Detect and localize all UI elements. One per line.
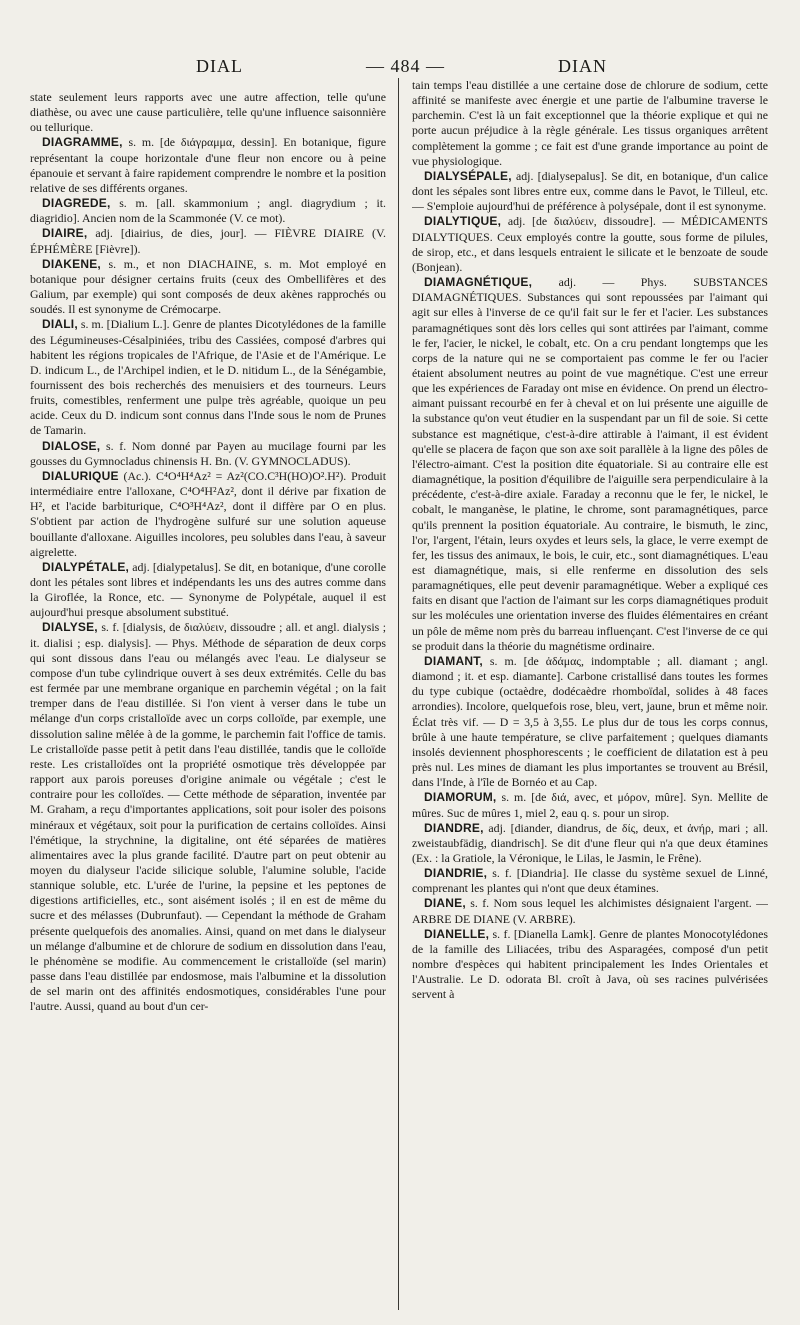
headword: DIALYSE, (42, 620, 98, 635)
headword: DIANELLE, (424, 926, 490, 941)
dictionary-entry (412, 927, 768, 1003)
dictionary-entry (30, 226, 386, 256)
dictionary-entry (30, 135, 386, 196)
dictionary-entry (30, 620, 386, 1014)
headword: DIANE, (424, 896, 466, 911)
column-divider (398, 78, 399, 1310)
left-column (30, 90, 386, 1310)
headword: DIAMANT, (424, 653, 483, 668)
definition: s. m. [Dialium L.]. Genre de plantes Dicotylédones de la famille des Légumineuses-Césalpiniées, tribu des Cassiées, composé d'arbres qui habitent les régions tropicales de l'Afrique, de l'Asie et de l'Amérique. Le D. indicum L., de l'Archipel indien, et le D. nitidum L., de la Sénégambie, fournissent des bois recherchés des menuisiers et des tourneurs. Leurs fruits, comestibles, renferment une pulpe très agréable, quoique un peu acide. Ceux du D. indicum sont connus dans l'Inde sous le nom de Prunes de Tamarin. (30, 317, 386, 438)
headword: DIALYPÉTALE, (42, 559, 130, 574)
definition: adj. [de διαλύειν, dissoudre]. — MÉDICAMENTS DIALYTIQUES. Ceux employés contre la goutte, sous forme de pilules, de sirop, etc., et dans lesquels entraient le silicate et le benzoate de soude (Bonjean). (412, 214, 768, 274)
dictionary-entry (412, 78, 768, 169)
headword: DIAIRE, (42, 226, 88, 241)
running-head-right: DIAN (558, 56, 607, 76)
dictionary-entry (30, 560, 386, 621)
definition: s. m. [de ἀδάμας, indomptable ; all. diamant ; angl. diamond ; it. et esp. diamante]. Carbone cristallisé dans toutes les formes du type cubique (octaèdre, dodécaèdre rhomboïdal, solides à 48 faces arrondies). Incolore, quelquefois rose, bleu, vert, jaune, brun et même noir. Éclat très vif. — D = 3,5 à 3,55. Le plus dur de tous les corps connus, brûle à une haute température, se clive parfaitement ; quelques diamants insolés deviennent phosphorescents ; le coefficient de dilatation est à peu près nul. Les mines de diamant les plus importantes se trouvent au Brésil, dans l'Inde, à l'île de Bornéo et au Cap. (412, 653, 768, 790)
headword: DIAMORUM, (424, 790, 497, 805)
dictionary-entry (412, 275, 768, 654)
definition: s. f. Nom donné par Payen au mucilage fourni par les gousses du Gymnocladus chinensis H. Bn. (V. GYMNOCLADUS). (30, 438, 386, 468)
headword: DIALURIQUE (42, 468, 119, 483)
definition: (Ac.). C⁴O⁴H⁴Az² = Az²(CO.C³H(HO)O².H²). Produit intermédiaire entre l'alloxane, C⁴O⁴H²Az², dont il dérive par fixation de H², et l'acide barbiturique, C⁴O³H⁴Az², dont il diffère par O en plus. S'obtient par action de l'hydrogène sulfuré sur une solution aqueuse bouillante d'alloxane. Aiguilles incolores, peu solubles dans l'eau, à saveur aigrelette. (30, 468, 386, 559)
dictionary-entry (412, 866, 768, 896)
definition: adj. [dialypetalus]. Se dit, en botanique, d'une corolle dont les pétales sont libres et indépendants les uns des autres comme dans la Giroflée, la Ronce, etc. — Synonyme de Polypétale, auquel il est aujourd'hui presque absolument substitué. (30, 559, 386, 620)
headword: DIALYSÉPALE, (424, 168, 512, 183)
dictionary-entry (412, 821, 768, 866)
dictionary-entry (412, 214, 768, 275)
definition: s. f. [Dianella Lamk]. Genre de plantes Monocotylédones de la famille des Liliacées, tribu des Asparagées, composé d'un petit nombre d'espèces qui habitent principalement les Indes Orientales et l'Australie. Le D. odorata Bl. croît à Java, où ses racines pulvérisées servent à (412, 926, 768, 1002)
dictionary-entry (30, 317, 386, 438)
definition: s. f. [Diandria]. IIe classe du système sexuel de Linné, comprenant les plantes qui n'ont que deux étamines. (412, 866, 768, 896)
headword: DIALYTIQUE, (424, 214, 502, 229)
dictionary-entry (30, 439, 386, 469)
definition: s. f. [dialysis, de διαλύειν, dissoudre ; all. et angl. dialysis ; it. dialisi ; esp. dialysis]. — Phys. Méthode de séparation de deux corps qui sont dissous dans l'eau ou mélangés avec l'eau. Le dialyseur se compose d'un tube cylindrique ouvert à ses deux extrémités. Celle du bas est fermée par une membrane organique en parchemin végétal ; on la fait tremper dans de l'eau distillée. Si l'on vient à verser dans le tube un mélange d'un corps cristalloïde avec un corps colloïde, par exemple, une dissolution saline mêlée à de la gomme, le parchemin fait l'office de tamis. Le cristalloïde passe petit à petit dans l'eau distillée, tandis que le colloïde reste. Les cristalloïdes ont la propriété osmotique très développée par rapport aux parois poreuses d'origine animale ou végétale ; c'est le contraire pour les colloïdes. — Cette méthode de séparation, inventée par M. Graham, a reçu d'importantes applications, soit pour isoler des poisons minéraux et végétaux, soit pour la purification de certains colloïdes. Ainsi l'émétique, la strychnine, la digitaline, ont été séparées de matières alimentaires avec la plus grande facilité. D'autre part on peut obtenir au moyen du dialyseur l'acide silicique soluble, l'alumine soluble, l'acide stannique soluble, etc. L'urée de l'urine, la pepsine et les peptones de digestions artificielles, etc., sont aisément isolés ; il en est de même du sucre et des mélasses (Dubrunfaut). — Cependant la méthode de Graham présente quelquefois des anomalies. Ainsi, quand on met dans le dialyseur un mélange d'albumine et de chlorure de sodium en dissolution dans l'eau, le phénomène se modifie. Au commencement le cristalloïde (sel marin) passe dans l'eau distillée par endosmose, mais l'albumine et la dissolution de sel marin ont des affinités endosmotiques, considérables l'une pour l'autre. Aussi, quand au bout d'un cer- (30, 620, 386, 1014)
definition: adj. [diairius, de dies, jour]. — FIÈVRE DIAIRE (V. ÉPHÉMÈRE [Fièvre]). (30, 226, 386, 256)
definition: adj. [dialysepalus]. Se dit, en botanique, d'un calice dont les sépales sont libres entre eux, comme dans le Pavot, le Tilleul, etc. — S'emploie aujourd'hui de préférence à polysépale, dont il est synonyme. (412, 168, 768, 214)
headword: DIAKENE, (42, 256, 101, 271)
headword: DIANDRIE, (424, 866, 488, 881)
dictionary-entry (30, 257, 386, 318)
dictionary-entry (412, 169, 768, 214)
headword: DIAGRAMME, (42, 135, 123, 150)
dictionary-entry (412, 790, 768, 820)
dictionary-entry (412, 896, 768, 926)
definition: state seulement leurs rapports avec une autre affection, telle qu'une diathèse, ou avec une cause particulière, telle qu'une influence saisonnière ou tellurique. (30, 90, 386, 135)
running-head-left: DIAL (196, 56, 243, 76)
dictionary-entry (30, 196, 386, 226)
headword: DIAMAGNÉTIQUE, (424, 275, 533, 290)
headword: DIALI, (42, 317, 78, 332)
definition: s. m. [de διάγραμμα, dessin]. En botanique, figure représentant la coupe horizontale d'une fleur non encore ou à peine épanouie et servant à faire rapidement comprendre le nombre et la position relative de ses différents organes. (30, 135, 386, 195)
definition: s. m. [all. skammonium ; angl. diagrydium ; it. diagridio]. Ancien nom de la Scammonée (V. ce mot). (30, 196, 386, 226)
headword: DIANDRE, (424, 820, 484, 835)
dictionary-entry (30, 90, 386, 135)
right-column (412, 78, 768, 1298)
page-number: — 484 — (366, 56, 445, 76)
definition: s. m. [de διά, avec, et μόρον, mûre]. Syn. Mellite de mûres. Suc de mûres 1, miel 2, eau q. s. pour un sirop. (412, 790, 768, 820)
dictionary-entry (30, 469, 386, 560)
headword: DIAGREDE, (42, 196, 111, 211)
definition: adj. [diander, diandrus, de δίς, deux, et ἀνήρ, mari ; all. zweistaubfädig, diandrisch]. Se dit d'une fleur qui n'a que deux étamines (Ex. : la Gratiole, la Véronique, le Lilas, le Jasmin, le Frêne). (412, 820, 768, 865)
definition: s. f. Nom sous lequel les alchimistes désignaient l'argent. — ARBRE DE DIANE (V. ARBRE). (412, 896, 768, 926)
definition: adj. — Phys. SUBSTANCES DIAMAGNÉTIQUES. Substances qui sont repoussées par l'aimant qui agit sur elles à l'inverse de ce qu'il fait sur le fer et l'acier. Les substances paramagnétiques sont dès lors celles qui sont attirées par l'aimant, comme le fer, l'acier, le nickel, le cobalt, etc. On a cru pendant longtemps que les corps de la nature qui ne se comportaient pas comme le fer ou l'acier étaient absolument neutres au point de vue magnétique. C'est une erreur que les expériences de Faraday ont mise en évidence. On prend un électro-aimant puissant recourbé en fer à cheval et on lui présente une aiguille de la substance qu'on veut étudier en la suspendant par un fil de soie. Si cette substance est magnétique, c'est-à-dire attirable à l'aimant, il est évident qu'elle se placera de façon que son axe soit parallèle à la ligne des pôles de l'électro-aimant. C'est la position dite équatoriale. Si au contraire elle est diamagnétique, la position d'équilibre de l'aiguille sera perpendiculaire à la précédente, c'est-à-dire axiale. Faraday a reconnu que le fer, le nickel, le cobalt, le manganèse, le platine, le chrome, sont paramagnétiques, parce qu'ils prennent la position équatoriale. Au contraire, le bismuth, le zinc, l'or, l'argent, l'étain, leurs oxydes et leurs sels, la glace, le verre exempt de fer, les tissus des animaux, le bois, le cuir, etc., sont diamagnétiques. L'eau est diamagnétique, mais, si elle renferme en dissolution des sels paramagnétiques, elle peut devenir paramagnétique. Weber a expliqué ces faits en disant que l'action de l'aimant sur les corps diamagnétiques produit sur les molécules une orientation inverse des fluides élémentaires en créant un pôle de même nom près du barreau influençant. C'est l'inverse de ce qui se produit dans la théorie du magnétisme ordinaire. (412, 275, 768, 653)
definition: s. m., et non DIACHAINE, s. m. Mot employé en botanique pour désigner certains fruits (ceux des Ombellifères et des Galium, par exemple) qui sont composés de deux akènes rapprochés ou soudés. Il est synonyme de Crémocarpe. (30, 256, 386, 317)
definition: tain temps l'eau distillée a une certaine dose de chlorure de sodium, cette affinité se manifeste avec énergie et une partie de l'albumine traverse le parchemin. C'est là un fait exceptionnel que la théorie explique et qui ne porte aucun préjudice à la règle générale. Les tissus organiques arrêtent complètement la gomme ; ce fait est d'une grande importance au point de vue physiologique. (412, 78, 768, 168)
headword: DIALOSE, (42, 438, 101, 453)
dictionary-entry (412, 654, 768, 790)
